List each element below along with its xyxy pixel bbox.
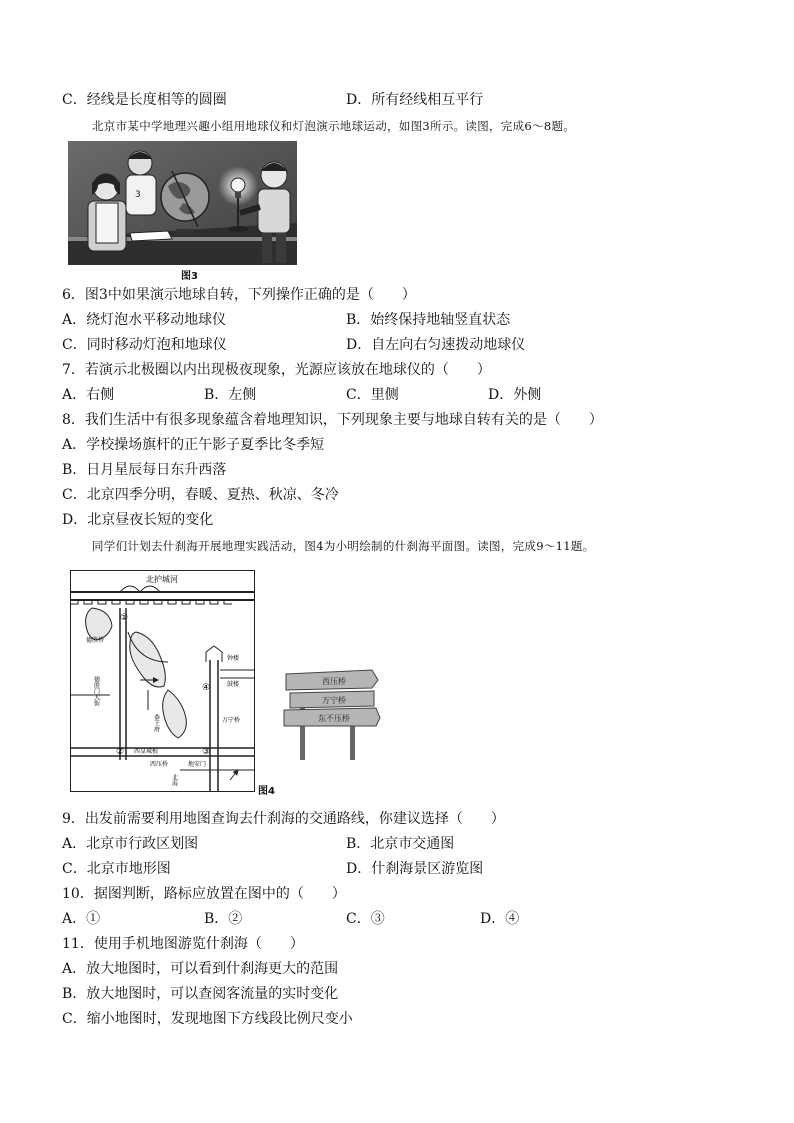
svg-text:3: 3 xyxy=(135,190,141,200)
q7-option-d: D．外侧 xyxy=(488,387,542,403)
q10-option-c: C．③ xyxy=(346,911,385,927)
q7-option-a: A．右侧 xyxy=(62,387,115,403)
q9-option-d: D．什刹海景区游览图 xyxy=(346,861,484,877)
figure-4-map xyxy=(70,570,255,792)
q8-option-d: D．北京昼夜长短的变化 xyxy=(62,512,214,528)
map-label-xihuangchenggen: 西皇城根 xyxy=(134,748,159,755)
q8-option-c: C．北京四季分明，春暖、夏热、秋凉、冬冷 xyxy=(62,487,339,503)
map-label-gulou: 鼓楼 xyxy=(227,681,240,688)
sign-board-1: 西压桥 xyxy=(322,677,346,686)
q7-option-c: C．里侧 xyxy=(346,387,399,403)
map-label-dianmen: 地安门 xyxy=(188,761,207,768)
map-marker-2: ② xyxy=(116,747,125,757)
signpost-illustration xyxy=(282,668,382,760)
question-10: 10．据图判断，路标应放置在图中的（ ） xyxy=(62,886,346,902)
question-9: 9．出发前需要利用地图查询去什刹海的交通路线，你建议选择（ ） xyxy=(62,811,505,827)
figure-4-caption: 图4 xyxy=(258,786,275,797)
q8-option-b: B．日月星辰每日东升西落 xyxy=(62,462,227,478)
map-marker-3: ③ xyxy=(202,747,211,757)
map-label-xihaiqiao: 西压桥 xyxy=(150,761,169,768)
q6-option-d: D．自左向右匀速拨动地球仪 xyxy=(346,337,526,353)
q8-option-a: A．学校操场旗杆的正午影子夏季比冬季短 xyxy=(62,437,325,453)
map-marker-1: ① xyxy=(120,613,129,623)
question-8: 8．我们生活中有很多现象蕴含着地理知识，下列现象主要与地球自转有关的是（ ） xyxy=(62,412,603,428)
q9-option-a: A．北京市行政区划图 xyxy=(62,836,199,852)
q6-option-c: C．同时移动灯泡和地球仪 xyxy=(62,337,227,353)
figure-3-illustration xyxy=(68,141,297,265)
q7-option-b: B．左侧 xyxy=(204,387,257,403)
map-label-zhonglou: 钟楼 xyxy=(227,655,240,662)
q11-option-c: C．缩小地图时，发现地图下方线段比例尺变小 xyxy=(62,1011,353,1027)
intro-fig3: 北京市某中学地理兴趣小组用地球仪和灯泡演示地球运动，如图3所示。读图，完成6～8题。 xyxy=(92,119,576,133)
q10-option-a: A．① xyxy=(62,911,101,927)
sign-board-3: 东不压桥 xyxy=(318,714,350,723)
q9-option-b: B．北京市交通图 xyxy=(346,836,455,852)
sign-board-2: 万宁桥 xyxy=(322,696,346,705)
map-label-beihai: 北海 xyxy=(170,774,178,786)
map-label-moat: 北护城河 xyxy=(146,575,178,584)
option-c: C．经线是长度相等的圆圈 xyxy=(62,92,227,108)
q10-option-d: D．④ xyxy=(480,911,520,927)
q11-option-a: A．放大地图时，可以看到什刹海更大的范围 xyxy=(62,961,339,977)
question-11: 11．使用手机地图游览什刹海（ ） xyxy=(62,936,304,952)
option-d: D．所有经线相互平行 xyxy=(346,92,484,108)
figure-3-caption: 图3 xyxy=(181,271,198,282)
q10-option-b: B．② xyxy=(204,911,243,927)
q6-option-b: B．始终保持地轴竖直状态 xyxy=(346,312,511,328)
q9-option-c: C．北京市地形图 xyxy=(62,861,171,877)
map-label-wanningqiao: 万宁桥 xyxy=(222,717,241,724)
map-marker-4: ④ xyxy=(202,683,211,693)
map-label-gongwangfu: 恭王府 xyxy=(152,714,160,732)
map-label-deshengqiao: 德胜桥 xyxy=(86,637,105,644)
question-7: 7．若演示北极圈以内出现极夜现象，光源应该放在地球仪的（ ） xyxy=(62,362,491,378)
question-6: 6．图3中如果演示地球自转，下列操作正确的是（ ） xyxy=(62,287,416,303)
intro-fig4: 同学们计划去什刹海开展地理实践活动，图4为小明绘制的什刹海平面图。读图，完成9～11题。 xyxy=(92,539,595,553)
map-label-deshengmen: 德胜门大街 xyxy=(92,676,100,706)
q6-option-a: A．绕灯泡水平移动地球仪 xyxy=(62,312,227,328)
q11-option-b: B．放大地图时，可以查阅客流量的实时变化 xyxy=(62,986,339,1002)
